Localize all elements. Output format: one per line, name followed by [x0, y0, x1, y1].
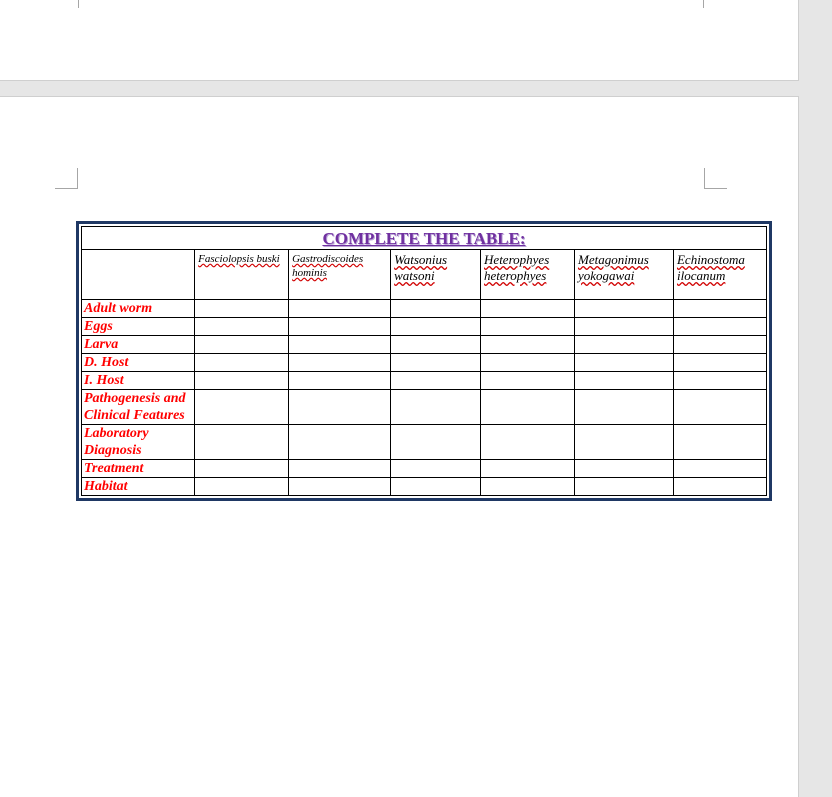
table-cell[interactable] [673, 390, 766, 425]
table-cell[interactable] [289, 460, 391, 478]
column-header[interactable]: Metagonimus yokogawai [574, 250, 673, 300]
table-cell[interactable] [574, 478, 673, 496]
table-cell[interactable] [195, 354, 289, 372]
row-label[interactable]: D. Host [82, 354, 195, 372]
row-label[interactable]: Eggs [82, 318, 195, 336]
table-cell[interactable] [481, 354, 575, 372]
table-row [82, 300, 767, 318]
row-label[interactable]: Pathogenesis and Clinical Features [82, 390, 195, 425]
table-cell[interactable] [481, 300, 575, 318]
row-label[interactable]: I. Host [82, 372, 195, 390]
table-cell[interactable] [574, 354, 673, 372]
column-header[interactable]: Echinostoma ilocanum [673, 250, 766, 300]
table-row [82, 372, 767, 390]
table-cell[interactable] [195, 425, 289, 460]
column-header[interactable]: Watsonius watsoni [391, 250, 481, 300]
table-cell[interactable] [574, 372, 673, 390]
table-cell[interactable] [481, 390, 575, 425]
table-cell[interactable] [481, 372, 575, 390]
table-cell[interactable] [391, 478, 481, 496]
table-cell[interactable] [673, 460, 766, 478]
column-header[interactable]: Fasciolopsis buski [195, 250, 289, 300]
table-cell[interactable] [195, 336, 289, 354]
table-cell[interactable] [673, 425, 766, 460]
table-cell[interactable] [391, 372, 481, 390]
table-cell[interactable] [289, 372, 391, 390]
column-header[interactable]: Gastrodiscoides hominis [289, 250, 391, 300]
table-row [82, 460, 767, 478]
table-cell[interactable] [195, 390, 289, 425]
header-corner-cell[interactable] [82, 250, 195, 300]
row-label[interactable]: Treatment [82, 460, 195, 478]
table-cell[interactable] [673, 300, 766, 318]
table-cell[interactable] [391, 318, 481, 336]
table-cell[interactable] [195, 460, 289, 478]
margin-mark-right [704, 168, 727, 189]
table-cell[interactable] [289, 354, 391, 372]
parasite-table[interactable] [81, 226, 767, 496]
table-cell[interactable] [574, 425, 673, 460]
table-row [82, 425, 767, 460]
table-row [82, 390, 767, 425]
table-cell[interactable] [481, 425, 575, 460]
table-cell[interactable] [289, 300, 391, 318]
table-cell[interactable] [195, 318, 289, 336]
table-row [82, 354, 767, 372]
table-cell[interactable] [574, 336, 673, 354]
table-cell[interactable] [481, 336, 575, 354]
margin-mark-top-right [703, 0, 704, 8]
table-cell[interactable] [481, 460, 575, 478]
vertical-scrollbar[interactable] [799, 0, 832, 767]
table-cell[interactable] [195, 372, 289, 390]
table-row [82, 336, 767, 354]
table-cell[interactable] [391, 460, 481, 478]
table-cell[interactable] [574, 300, 673, 318]
table-row [82, 478, 767, 496]
table-cell[interactable] [673, 336, 766, 354]
table-cell[interactable] [673, 354, 766, 372]
table-cell[interactable] [391, 425, 481, 460]
table-cell[interactable] [391, 390, 481, 425]
table-cell[interactable] [673, 372, 766, 390]
table-cell[interactable] [673, 318, 766, 336]
table-cell[interactable] [481, 478, 575, 496]
table-cell[interactable] [289, 390, 391, 425]
table-cell[interactable] [391, 336, 481, 354]
table-cell[interactable] [195, 300, 289, 318]
table-cell[interactable] [289, 336, 391, 354]
row-label[interactable]: Laboratory Diagnosis [82, 425, 195, 460]
margin-mark-top-left [78, 0, 79, 8]
table-cell[interactable] [289, 425, 391, 460]
row-label[interactable]: Habitat [82, 478, 195, 496]
table-cell[interactable] [289, 318, 391, 336]
margin-mark-left [55, 168, 78, 189]
table-title: COMPLETE THE TABLE: [82, 227, 767, 250]
table-row [82, 318, 767, 336]
row-label[interactable]: Larva [82, 336, 195, 354]
table-cell[interactable] [673, 478, 766, 496]
table-cell[interactable] [574, 460, 673, 478]
column-header[interactable]: Heterophyes heterophyes [481, 250, 575, 300]
row-label[interactable]: Adult worm [82, 300, 195, 318]
table-cell[interactable] [391, 354, 481, 372]
table-cell[interactable] [574, 318, 673, 336]
previous-page [0, 0, 799, 81]
table-cell[interactable] [195, 478, 289, 496]
table-frame [76, 221, 772, 501]
table-cell[interactable] [289, 478, 391, 496]
table-cell[interactable] [481, 318, 575, 336]
table-cell[interactable] [391, 300, 481, 318]
table-cell[interactable] [574, 390, 673, 425]
